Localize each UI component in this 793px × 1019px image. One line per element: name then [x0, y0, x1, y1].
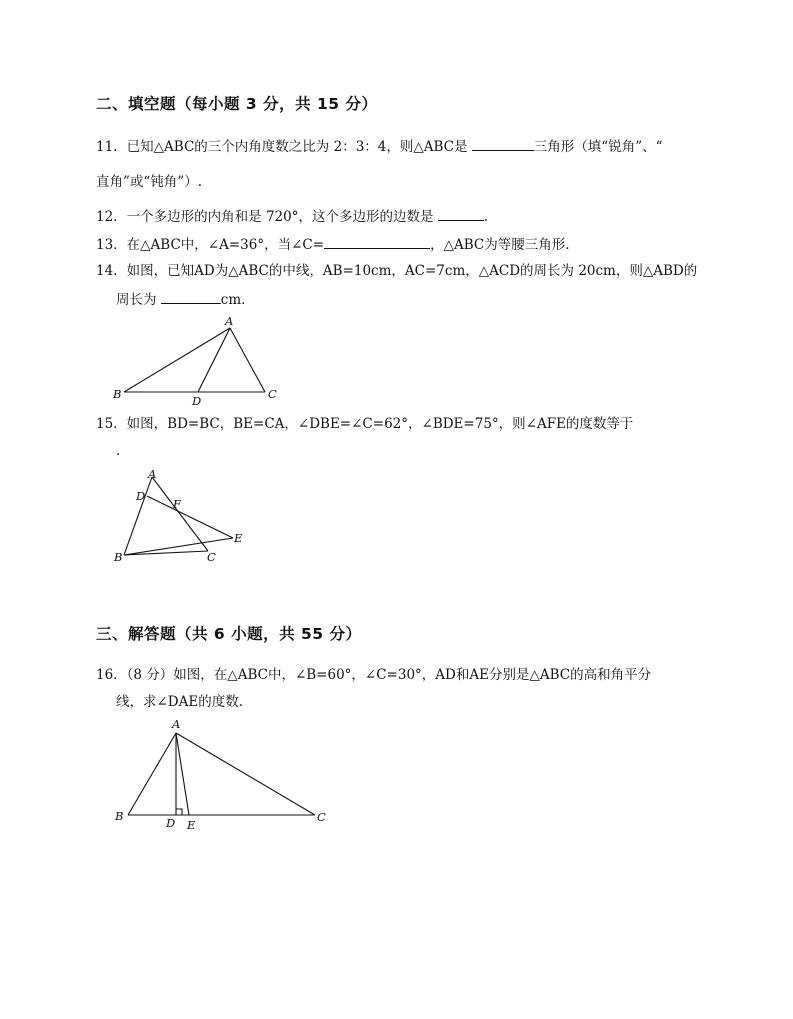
question-13-text: 13．在△ABC中，∠A=36°，当∠C= — [96, 237, 325, 253]
question-14: 14．如图，已知AD为△ABC的中线，AB=10cm，AC=7cm，△ACD的周长为 20cm，则△ABD的 — [96, 263, 698, 279]
vertex-label-b: B — [115, 809, 124, 823]
answer-blank-14[interactable] — [161, 290, 221, 304]
segment-de — [147, 496, 233, 538]
segment-ac — [152, 477, 208, 551]
vertex-label-d: D — [136, 489, 146, 503]
triangle-figure-15 — [110, 463, 260, 568]
vertex-label-c: C — [207, 550, 216, 564]
answer-blank-11[interactable] — [472, 137, 534, 151]
vertex-label-b: B — [114, 550, 123, 564]
vertex-label-c: C — [268, 387, 277, 401]
question-16-line2: 线，求∠DAE的度数. — [116, 694, 244, 710]
vertex-label-a: A — [148, 467, 157, 481]
vertex-label-f: F — [173, 497, 181, 511]
section-title-solve: 三、解答题（共 6 小题，共 55 分） — [96, 625, 362, 643]
question-12 — [96, 207, 488, 226]
answer-blank-12[interactable] — [438, 207, 484, 221]
bisector-ae — [176, 733, 189, 815]
answer-blank-13[interactable] — [324, 235, 430, 249]
segment-ac — [176, 733, 315, 815]
question-13-end: ，△ABC为等腰三角形. — [430, 237, 570, 253]
question-12-text: 12．一个多边形的内角和是 720°，这个多边形的边数是 — [96, 209, 434, 225]
segment-ac — [230, 328, 265, 392]
question-16: 16．（8 分）如图，在△ABC中，∠B=60°，∠C=30°，AD和AE分别是△ABC的高和角平分 — [96, 667, 652, 683]
vertex-label-e: E — [234, 531, 243, 545]
triangle-figure-16 — [108, 715, 338, 835]
segment-ab — [128, 733, 176, 815]
vertex-label-d: D — [166, 816, 176, 830]
right-angle-mark — [176, 809, 182, 815]
question-15-line2: . — [116, 443, 121, 459]
question-13 — [96, 235, 570, 254]
vertex-label-b: B — [113, 387, 122, 401]
question-11-line2: 直角”或“钝角”）. — [96, 174, 202, 190]
question-14-text-start: 周长为 — [116, 292, 157, 308]
question-11-text-end: 三角形（填“锐角”、“ — [533, 139, 663, 155]
triangle-figure-14 — [110, 312, 290, 407]
question-15: 15．如图，BD=BC，BE=CA，∠DBE=∠C=62°，∠BDE=75°，则∠AFE的度数等于 — [96, 416, 634, 432]
question-14-line2 — [116, 290, 245, 309]
question-12-end: . — [483, 209, 489, 225]
vertex-label-d: D — [192, 394, 202, 407]
vertex-label-a: A — [172, 717, 181, 731]
section-title-fill-blank: 二、填空题（每小题 3 分，共 15 分） — [96, 95, 378, 113]
vertex-label-c: C — [317, 810, 326, 824]
vertex-label-a: A — [225, 314, 234, 328]
question-11 — [96, 137, 663, 156]
vertex-label-e: E — [187, 818, 196, 832]
question-14-text-end: cm. — [220, 292, 246, 308]
question-11-text: 11．已知△ABC的三个内角度数之比为 2：3：4，则△ABC是 — [96, 139, 468, 155]
